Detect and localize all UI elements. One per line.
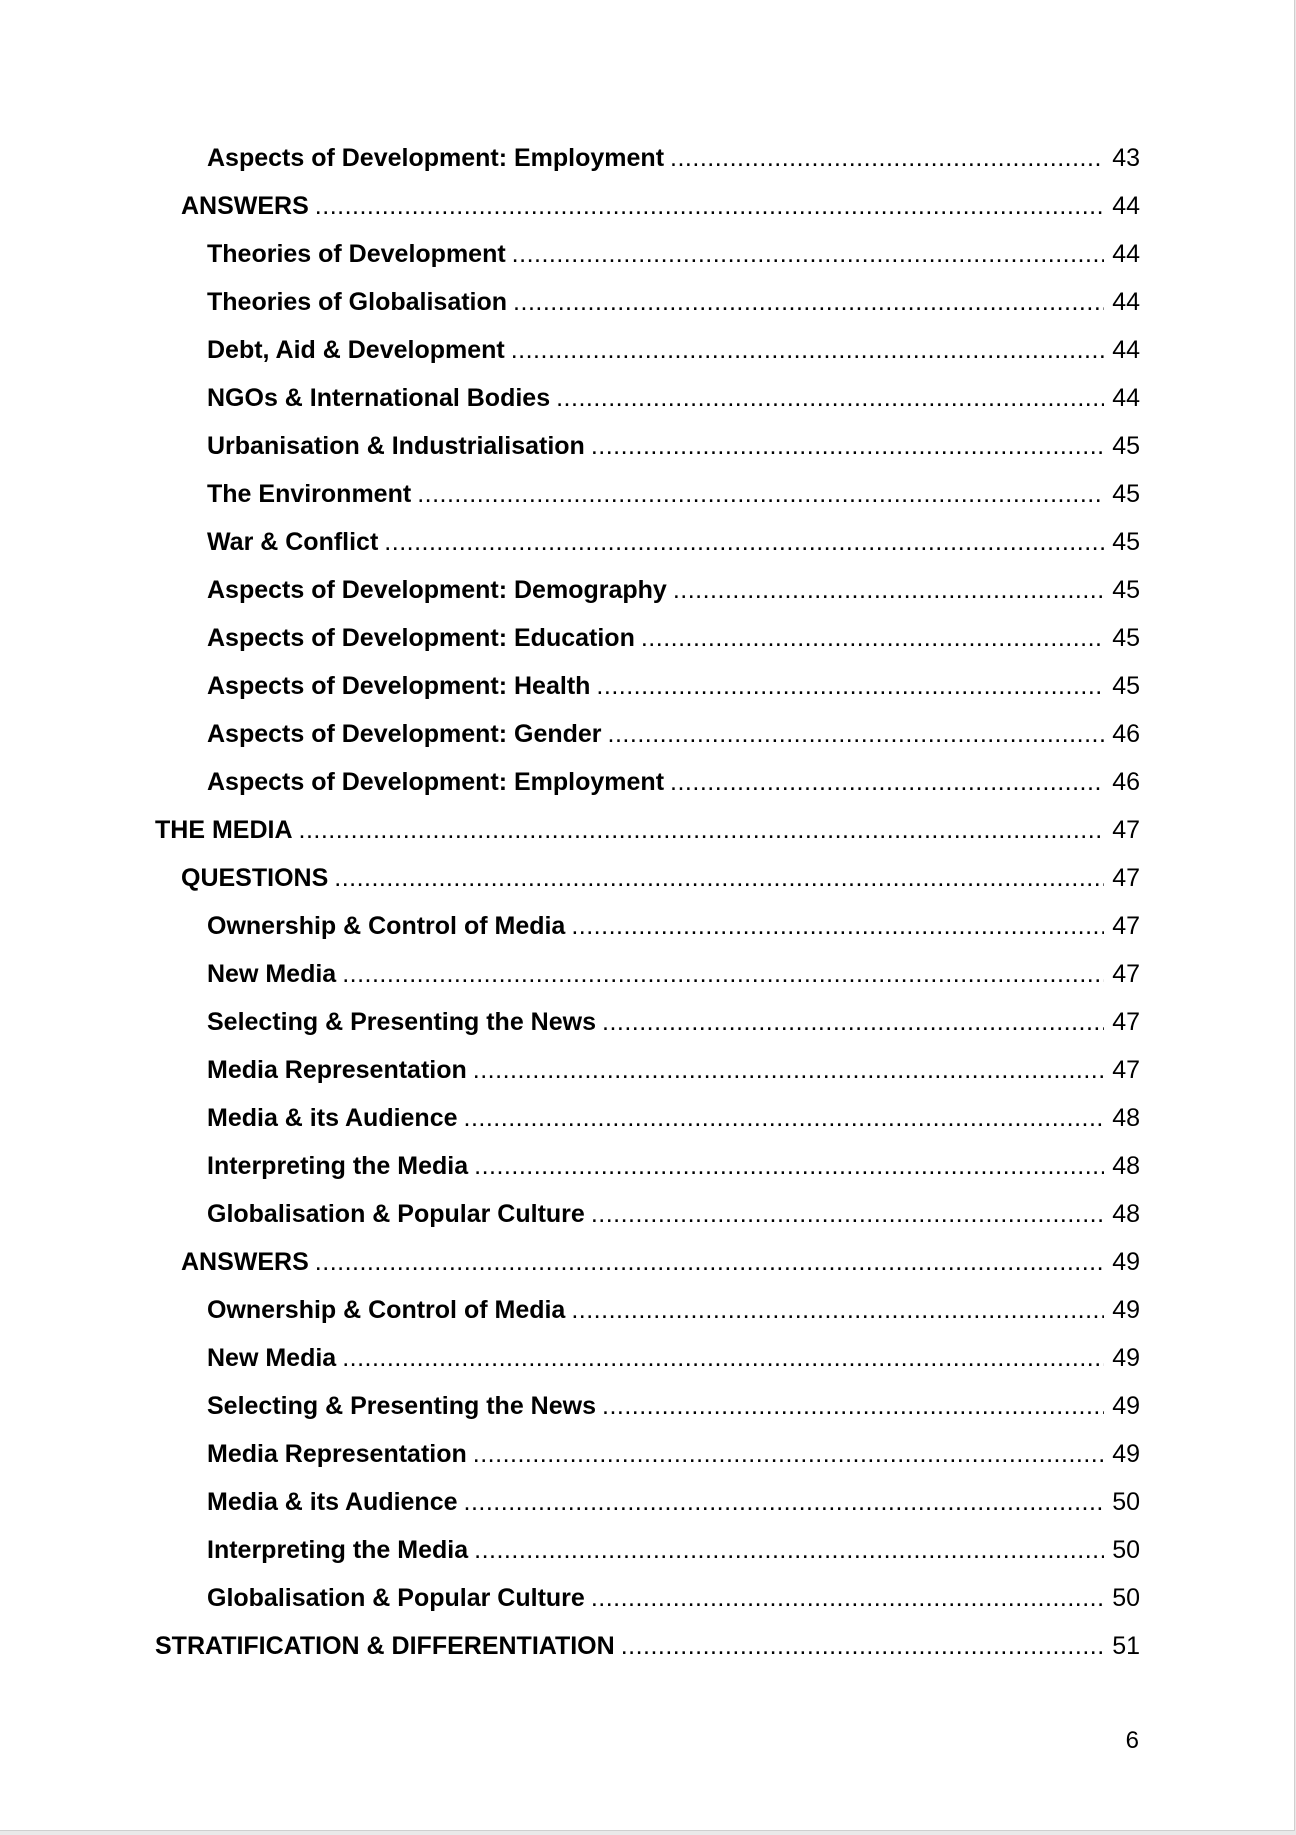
- toc-dot-leader: [571, 1296, 1104, 1325]
- toc-entry[interactable]: [155, 1344, 1140, 1392]
- toc-entry-page-number: 49: [1112, 1248, 1140, 1276]
- toc-entry-title: Selecting & Presenting the News: [207, 1392, 596, 1420]
- toc-dot-leader: [513, 288, 1104, 317]
- toc-entry-title: Aspects of Development: Education: [207, 624, 635, 652]
- toc-entry-title: Selecting & Presenting the News: [207, 1008, 596, 1036]
- toc-dot-leader: [591, 1584, 1104, 1613]
- toc-dot-leader: [596, 672, 1104, 701]
- toc-entry-title: Interpreting the Media: [207, 1152, 469, 1180]
- toc-dot-leader: [473, 1056, 1104, 1085]
- toc-entry[interactable]: [155, 1104, 1140, 1152]
- toc-entry-page-number: 50: [1112, 1584, 1140, 1612]
- toc-entry-title: ANSWERS: [181, 1248, 309, 1276]
- toc-dot-leader: [299, 816, 1105, 845]
- toc-entry-page-number: 47: [1112, 912, 1140, 940]
- toc-entry-page-number: 45: [1112, 576, 1140, 604]
- toc-entry-page-number: 51: [1112, 1632, 1140, 1660]
- toc-entry-title: Globalisation & Popular Culture: [207, 1200, 585, 1228]
- toc-entry-title: ANSWERS: [181, 192, 309, 220]
- toc-entry-title: Aspects of Development: Employment: [207, 768, 665, 796]
- toc-entry[interactable]: [155, 240, 1140, 288]
- toc-entry[interactable]: [155, 384, 1140, 432]
- toc-dot-leader: [670, 768, 1104, 797]
- toc-entry-title: Debt, Aid & Development: [207, 336, 505, 364]
- toc-entry[interactable]: [155, 912, 1140, 960]
- toc-dot-leader: [602, 1008, 1104, 1037]
- toc-entry-page-number: 49: [1112, 1440, 1140, 1468]
- toc-entry-page-number: 47: [1112, 1008, 1140, 1036]
- toc-entry[interactable]: [155, 672, 1140, 720]
- toc-entry[interactable]: [155, 480, 1140, 528]
- toc-entry-page-number: 43: [1112, 144, 1140, 172]
- toc-entry-title: The Environment: [207, 480, 412, 508]
- toc-entry-title: Media Representation: [207, 1056, 467, 1084]
- toc-entry-title: War & Conflict: [207, 528, 379, 556]
- toc-entry[interactable]: [155, 1536, 1140, 1584]
- toc-entry-title: Theories of Development: [207, 240, 506, 268]
- toc-entry-page-number: 44: [1112, 288, 1140, 316]
- toc-entry-page-number: 45: [1112, 432, 1140, 460]
- toc-entry[interactable]: [155, 624, 1140, 672]
- toc-entry-page-number: 49: [1112, 1392, 1140, 1420]
- toc-entry-title: Ownership & Control of Media: [207, 912, 566, 940]
- table-of-contents: [155, 144, 1140, 1680]
- toc-entry-page-number: 48: [1112, 1104, 1140, 1132]
- toc-dot-leader: [621, 1632, 1104, 1661]
- toc-entry-title: Media & its Audience: [207, 1488, 458, 1516]
- toc-dot-leader: [342, 960, 1104, 989]
- toc-entry-page-number: 44: [1112, 384, 1140, 412]
- toc-entry[interactable]: [155, 1296, 1140, 1344]
- toc-entry[interactable]: [155, 1440, 1140, 1488]
- toc-entry-title: STRATIFICATION & DIFFERENTIATION: [155, 1632, 615, 1660]
- toc-entry[interactable]: [155, 528, 1140, 576]
- toc-dot-leader: [474, 1152, 1104, 1181]
- toc-dot-leader: [512, 240, 1104, 269]
- toc-dot-leader: [315, 192, 1104, 221]
- toc-dot-leader: [315, 1248, 1104, 1277]
- toc-dot-leader: [602, 1392, 1104, 1421]
- toc-entry-page-number: 45: [1112, 528, 1140, 556]
- toc-entry[interactable]: [155, 336, 1140, 384]
- toc-dot-leader: [342, 1344, 1104, 1373]
- toc-dot-leader: [556, 384, 1104, 413]
- toc-entry-title: Urbanisation & Industrialisation: [207, 432, 585, 460]
- toc-entry-title: Aspects of Development: Employment: [207, 144, 665, 172]
- toc-entry-page-number: 44: [1112, 336, 1140, 364]
- toc-entry[interactable]: [155, 720, 1140, 768]
- toc-entry-page-number: 46: [1112, 768, 1140, 796]
- toc-dot-leader: [474, 1536, 1104, 1565]
- toc-dot-leader: [608, 720, 1104, 749]
- toc-dot-leader: [417, 480, 1104, 509]
- toc-entry[interactable]: [155, 1488, 1140, 1536]
- toc-entry-title: Media & its Audience: [207, 1104, 458, 1132]
- toc-entry-page-number: 48: [1112, 1200, 1140, 1228]
- toc-dot-leader: [673, 576, 1104, 605]
- toc-entry-title: Theories of Globalisation: [207, 288, 508, 316]
- toc-entry-page-number: 50: [1112, 1536, 1140, 1564]
- toc-entry[interactable]: [155, 576, 1140, 624]
- toc-dot-leader: [641, 624, 1104, 653]
- toc-dot-leader: [384, 528, 1104, 557]
- toc-entry-title: Media Representation: [207, 1440, 467, 1468]
- toc-entry-title: THE MEDIA: [155, 816, 293, 844]
- toc-entry-title: New Media: [207, 1344, 337, 1372]
- toc-entry-page-number: 49: [1112, 1344, 1140, 1372]
- toc-entry-title: NGOs & International Bodies: [207, 384, 551, 412]
- toc-entry-page-number: 45: [1112, 624, 1140, 652]
- toc-dot-leader: [334, 864, 1104, 893]
- toc-entry-page-number: 47: [1112, 1056, 1140, 1084]
- toc-entry-page-number: 50: [1112, 1488, 1140, 1516]
- toc-entry[interactable]: [155, 1200, 1140, 1248]
- toc-entry-title: Globalisation & Popular Culture: [207, 1584, 585, 1612]
- toc-entry-title: Interpreting the Media: [207, 1536, 469, 1564]
- toc-entry-title: New Media: [207, 960, 337, 988]
- toc-entry-page-number: 45: [1112, 480, 1140, 508]
- toc-entry-page-number: 46: [1112, 720, 1140, 748]
- toc-entry[interactable]: [155, 1392, 1140, 1440]
- toc-entry-page-number: 48: [1112, 1152, 1140, 1180]
- toc-entry-page-number: 49: [1112, 1296, 1140, 1324]
- page-number: 6: [1125, 1727, 1139, 1754]
- toc-entry[interactable]: [155, 768, 1140, 816]
- toc-dot-leader: [473, 1440, 1104, 1469]
- toc-dot-leader: [464, 1488, 1104, 1517]
- toc-entry-title: Aspects of Development: Demography: [207, 576, 667, 604]
- toc-entry[interactable]: [155, 1632, 1140, 1680]
- toc-entry[interactable]: [155, 816, 1140, 864]
- toc-entry-page-number: 47: [1112, 816, 1140, 844]
- toc-entry-title: Aspects of Development: Gender: [207, 720, 602, 748]
- toc-entry[interactable]: [155, 1584, 1140, 1632]
- toc-entry[interactable]: [155, 1152, 1140, 1200]
- toc-entry-page-number: 47: [1112, 960, 1140, 988]
- toc-dot-leader: [511, 336, 1104, 365]
- toc-entry[interactable]: [155, 864, 1140, 912]
- toc-entry[interactable]: [155, 432, 1140, 480]
- toc-entry[interactable]: [155, 192, 1140, 240]
- toc-entry-page-number: 44: [1112, 192, 1140, 220]
- toc-entry[interactable]: [155, 1248, 1140, 1296]
- toc-entry[interactable]: [155, 960, 1140, 1008]
- toc-dot-leader: [670, 144, 1104, 173]
- toc-dot-leader: [464, 1104, 1104, 1133]
- toc-entry[interactable]: [155, 144, 1140, 192]
- toc-dot-leader: [591, 432, 1104, 461]
- toc-entry-page-number: 47: [1112, 864, 1140, 892]
- toc-dot-leader: [571, 912, 1104, 941]
- toc-entry-page-number: 45: [1112, 672, 1140, 700]
- toc-entry[interactable]: [155, 1008, 1140, 1056]
- toc-entry-page-number: 44: [1112, 240, 1140, 268]
- toc-entry[interactable]: [155, 288, 1140, 336]
- toc-entry-title: QUESTIONS: [181, 864, 329, 892]
- toc-entry-title: Ownership & Control of Media: [207, 1296, 566, 1324]
- toc-dot-leader: [591, 1200, 1104, 1229]
- toc-entry[interactable]: [155, 1056, 1140, 1104]
- toc-entry-title: Aspects of Development: Health: [207, 672, 591, 700]
